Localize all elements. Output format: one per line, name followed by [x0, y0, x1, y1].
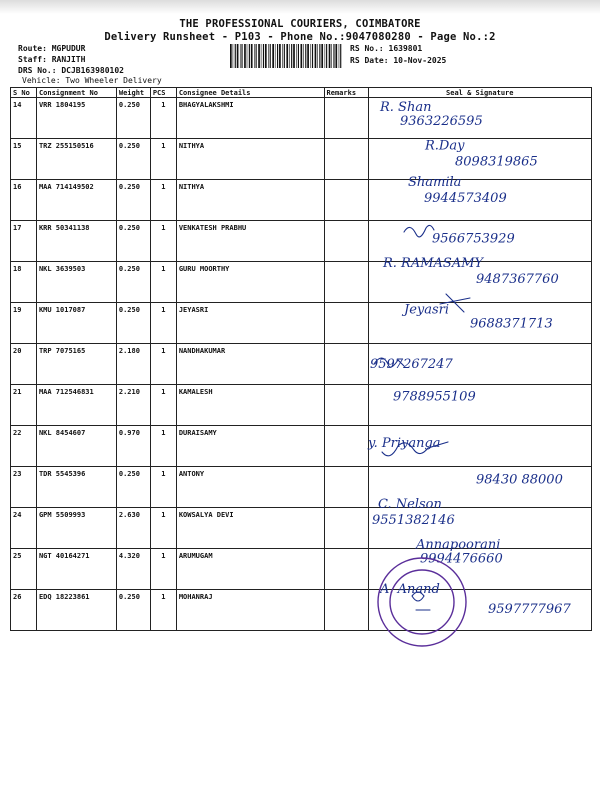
cell-pcs: 1 [150, 385, 176, 426]
cell-cons: MAA 712546831 [36, 385, 116, 426]
cell-name: NANDHAKUMAR [176, 344, 324, 385]
cell-weight: 0.250 [116, 180, 150, 221]
drs-label: DRS No.: DCJB163980102 [18, 66, 124, 75]
cell-name: KOWSALYA DEVI [176, 508, 324, 549]
signature-name: R. RAMASAMY [383, 256, 484, 271]
signature-name: y. Priyanga [368, 436, 441, 451]
seal-stamp [378, 558, 466, 646]
cell-cons: TRZ 255150516 [36, 139, 116, 180]
cell-pcs: 1 [150, 467, 176, 508]
cell-sno: 19 [11, 303, 37, 344]
signature-name: A. Anand [380, 582, 440, 597]
signature-phone: 9551382146 [372, 513, 455, 528]
cell-weight: 2.210 [116, 385, 150, 426]
cell-pcs: 1 [150, 303, 176, 344]
cell-sno: 18 [11, 262, 37, 303]
cell-cons: KRR 50341138 [36, 221, 116, 262]
signature-name: Annapoorani [416, 537, 501, 553]
cell-name: ANTONY [176, 467, 324, 508]
signature-phone: 9994476660 [420, 551, 503, 567]
cell-pcs: 1 [150, 590, 176, 631]
cell-weight: 2.180 [116, 344, 150, 385]
cell-weight: 4.320 [116, 549, 150, 590]
cell-name: DURAISAMY [176, 426, 324, 467]
cell-name: JEYASRI [176, 303, 324, 344]
column-header: Consignment No [36, 88, 116, 98]
company-title: THE PROFESSIONAL COURIERS, COIMBATORE [179, 18, 421, 30]
column-header: Remarks [324, 88, 368, 98]
cell-sno: 22 [11, 426, 37, 467]
cell-pcs: 1 [150, 139, 176, 180]
signature-phone: 8098319865 [455, 154, 538, 170]
staff-label: Staff: RANJITH [18, 55, 86, 64]
vehicle-label: Vehicle: Two Wheeler Delivery [22, 76, 162, 85]
cell-cons: NKL 8454607 [36, 426, 116, 467]
cell-weight: 0.250 [116, 467, 150, 508]
cell-weight: 2.630 [116, 508, 150, 549]
cell-name: GURU MOORTHY [176, 262, 324, 303]
cell-name: VENKATESH PRABHU [176, 221, 324, 262]
cell-sno: 16 [11, 180, 37, 221]
cell-sno: 14 [11, 98, 37, 139]
cell-weight: 0.250 [116, 262, 150, 303]
cell-cons: MAA 714149502 [36, 180, 116, 221]
cell-pcs: 1 [150, 426, 176, 467]
cell-cons: NKL 3639503 [36, 262, 116, 303]
column-header: Consignee Details [176, 88, 324, 98]
cell-weight: 0.250 [116, 303, 150, 344]
cell-pcs: 1 [150, 221, 176, 262]
signature-phone: 98430 88000 [476, 472, 563, 488]
signature-phone: 9597267247 [370, 357, 453, 372]
cell-sno: 21 [11, 385, 37, 426]
cell-pcs: 1 [150, 262, 176, 303]
cell-name: MOHANRAJ [176, 590, 324, 631]
cell-sno: 20 [11, 344, 37, 385]
signature-scribble [404, 225, 434, 236]
signature-name: R.Day [425, 138, 465, 154]
signature-name: R. Shan [380, 100, 432, 115]
cell-weight: 0.250 [116, 590, 150, 631]
cell-sno: 24 [11, 508, 37, 549]
cell-cons: EDQ 18223861 [36, 590, 116, 631]
signature-phone: 9944573409 [424, 191, 507, 206]
column-header: Seal & Signature [368, 88, 592, 98]
cell-sno: 26 [11, 590, 37, 631]
cell-cons: KMU 1017087 [36, 303, 116, 344]
signature-name: C. Nelson [378, 497, 442, 512]
signature-phone: 9363226595 [400, 114, 483, 129]
cell-sno: 23 [11, 467, 37, 508]
signature-name: Jeyasri [404, 302, 450, 318]
cell-weight: 0.250 [116, 221, 150, 262]
cell-pcs: 1 [150, 98, 176, 139]
column-header: S No [11, 88, 37, 98]
cell-pcs: 1 [150, 344, 176, 385]
seal-stamp [390, 570, 454, 634]
cell-cons: TDR 5545396 [36, 467, 116, 508]
cell-cons: TRP 7075165 [36, 344, 116, 385]
cell-name: ARUMUGAM [176, 549, 324, 590]
cell-weight: 0.970 [116, 426, 150, 467]
cell-cons: GPM 5509993 [36, 508, 116, 549]
cell-sno: 25 [11, 549, 37, 590]
signature-phone: 9566753929 [432, 231, 515, 247]
cell-name: NITHYA [176, 139, 324, 180]
cell-sno: 15 [11, 139, 37, 180]
signature-phone: 9788955109 [393, 389, 476, 405]
column-header: Weight [116, 88, 150, 98]
runsheet-subtitle: Delivery Runsheet - P103 - Phone No.:9047080280 - Page No.:2 [104, 31, 496, 43]
signature-name: Shamila [408, 175, 462, 190]
cell-name: BHAGYALAKSHMI [176, 98, 324, 139]
cell-cons: NGT 40164271 [36, 549, 116, 590]
column-header: PCS [150, 88, 176, 98]
cell-sno: 17 [11, 221, 37, 262]
rs-number: RS No.: 1639801 [350, 44, 423, 53]
signature-phone: 9597777967 [488, 602, 571, 617]
signature-phone: 9688371713 [470, 316, 553, 332]
cell-pcs: 1 [150, 549, 176, 590]
route-label: Route: MGPUDUR [18, 44, 86, 53]
rs-date: RS Date: 10-Nov-2025 [350, 56, 447, 65]
cell-weight: 0.250 [116, 98, 150, 139]
cell-name: NITHYA [176, 180, 324, 221]
cell-name: KAMALESH [176, 385, 324, 426]
cell-cons: VRR 1804195 [36, 98, 116, 139]
cell-weight: 0.250 [116, 139, 150, 180]
signature-phone: 9487367760 [476, 272, 559, 287]
cell-pcs: 1 [150, 508, 176, 549]
cell-pcs: 1 [150, 180, 176, 221]
